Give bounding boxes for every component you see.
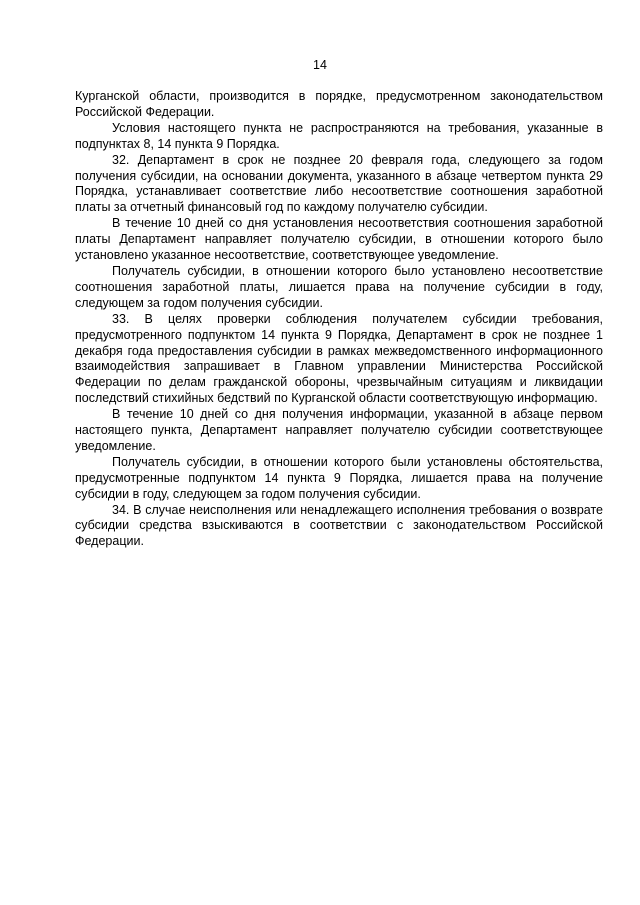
paragraph-continuation: Курганской области, производится в порядке, предусмотренном законодательством Российской Федерации.: [75, 89, 603, 119]
paragraph-item-32: 32. Департамент в срок не позднее 20 февраля года, следующего за годом получения субсидии, на основании документа, указанного в абзаце четвертом пункта 29 Порядка, устанавливает соответствие либо несоответствие соотношения заработной платы за отчетный финансовый год по каждому получателю субсидии.: [75, 152, 603, 215]
paragraph-item-33-notice: В течение 10 дней со дня получения информации, указанной в абзаце первом настоящего пункта, Департамент направляет получателю субсидии соответствующее уведомление.: [75, 407, 603, 453]
paragraph-item-33-consequence: Получатель субсидии, в отношении которого были установлены обстоятельства, предусмотренные подпунктом 14 пункта 9 Порядка, лишается права на получение субсидии в году, следующем за годом получения субсидии.: [75, 454, 603, 501]
paragraph-exception-note: Условия настоящего пункта не распространяются на требования, указанные в подпунктах 8, 14 пункта 9 Порядка.: [75, 120, 603, 151]
paragraph-item-32-notice: В течение 10 дней со дня установления несоответствия соотношения заработной платы Департамент направляет получателю субсидии, в отношении которого было установлено указанное несоответствие, соответствующее уведомление.: [75, 216, 603, 263]
paragraph-item-33: 33. В целях проверки соблюдения получателем субсидии требования, предусмотренного подпунктом 14 пункта 9 Порядка, Департамент в срок не позднее 1 декабря года предоставления субсидии в рамках межведомственного информационного взаимодействия запрашивает в Главном управлении Министерства Российской Федерации по делам гражданской обороны, чрезвычайным ситуациям и ликвидации последствий стихийных бедствий по Курганской области соответствующую информацию.: [75, 311, 603, 406]
document-body: [75, 89, 603, 550]
paragraph-item-32-consequence: Получатель субсидии, в отношении которого было установлено несоответствие соотношения заработной платы, лишается права на получение субсидии в году, следующем за годом получения субсидии.: [75, 263, 603, 310]
paragraph-item-34: 34. В случае неисполнения или ненадлежащего исполнения требования о возврате субсидии средства взыскиваются в соответствии с законодательством Российской Федерации.: [75, 502, 603, 549]
page-number: 14: [313, 58, 327, 72]
